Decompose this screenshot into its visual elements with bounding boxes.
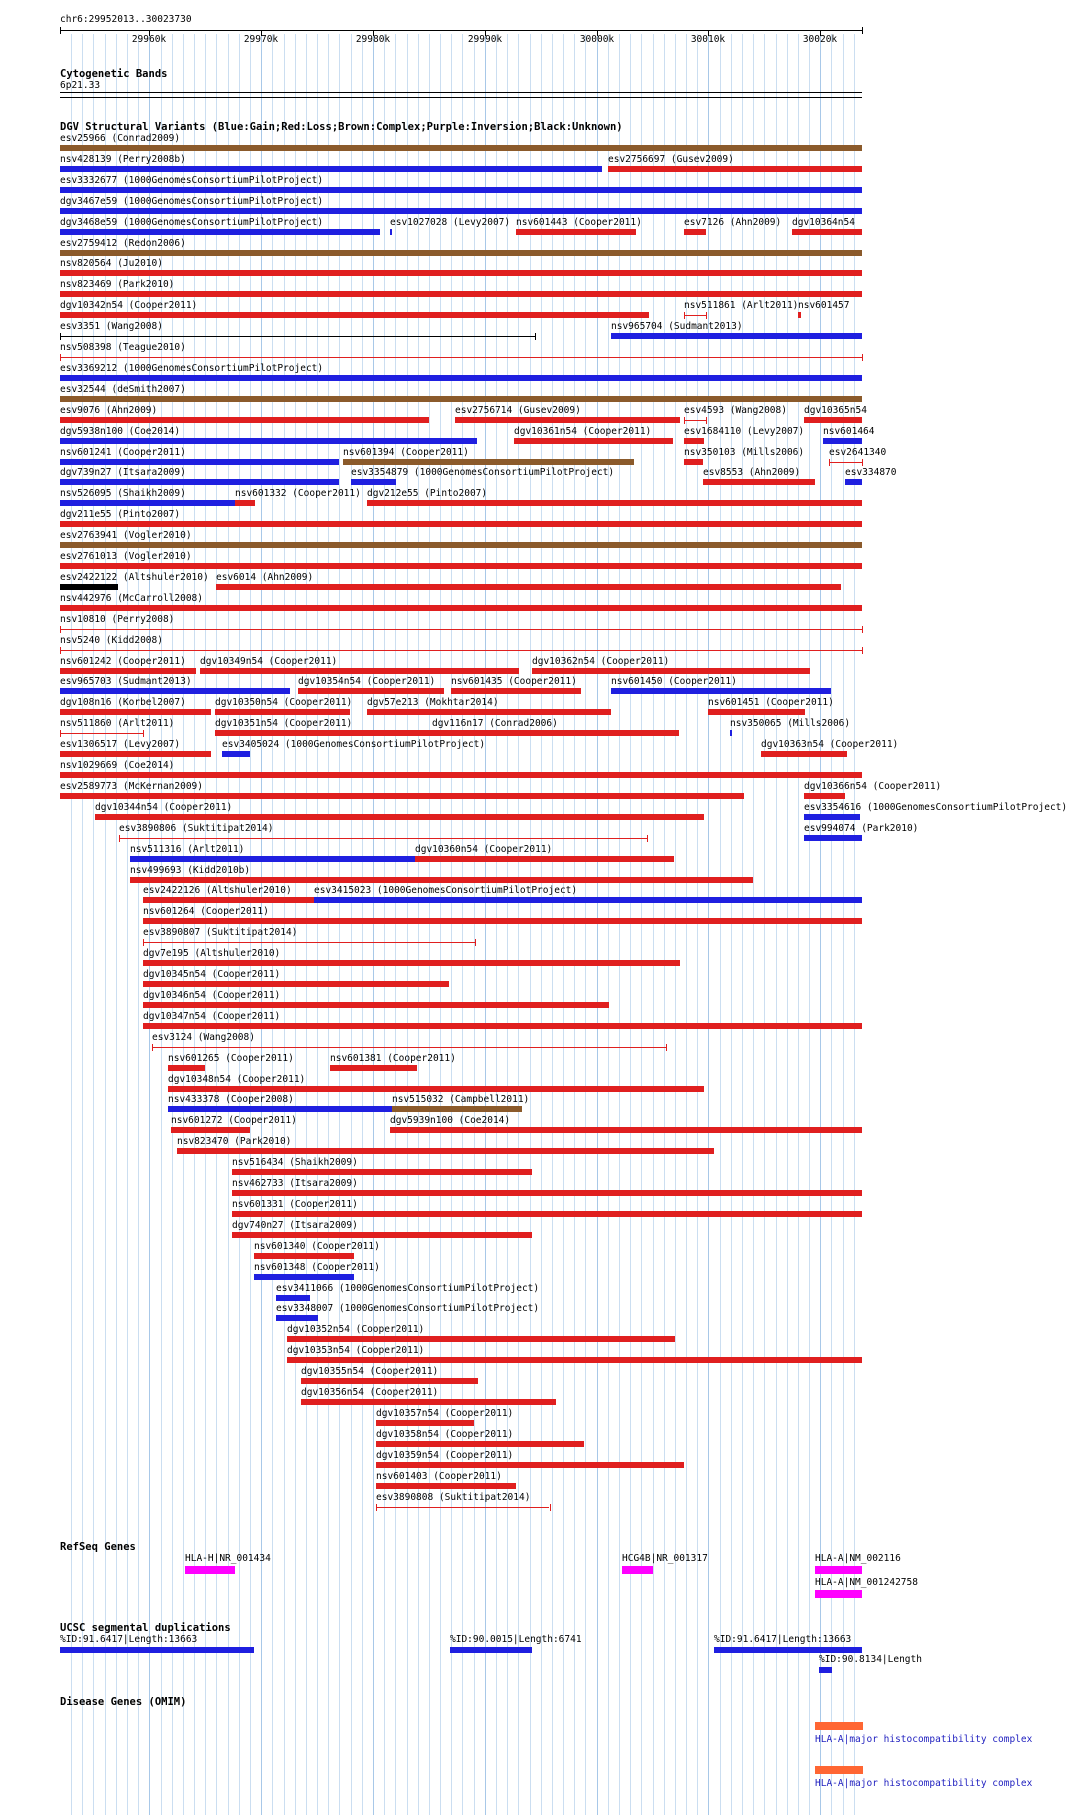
dgv-feature-label[interactable]: esv3354879 (1000GenomesConsortiumPilotProject) bbox=[351, 467, 615, 478]
dgv-feature-label[interactable]: dgv10360n54 (Cooper2011) bbox=[415, 844, 553, 855]
segdup-label[interactable]: %ID:90.0015|Length:6741 bbox=[450, 1634, 582, 1645]
segdup-label[interactable]: %ID:90.8134|Length bbox=[819, 1654, 922, 1665]
dgv-feature-label[interactable]: esv2589773 (McKernan2009) bbox=[60, 781, 203, 792]
dgv-feature-label[interactable]: esv3369212 (1000GenomesConsortiumPilotProject) bbox=[60, 363, 324, 374]
dgv-variant-bar[interactable] bbox=[804, 417, 862, 423]
dgv-variant-bar[interactable] bbox=[60, 479, 339, 485]
dgv-variant-endcap bbox=[143, 939, 144, 946]
omim-track-title: Disease Genes (OMIM) bbox=[60, 1696, 187, 1708]
dgv-variant-bar[interactable] bbox=[684, 229, 706, 235]
dgv-feature-label[interactable]: nsv5240 (Kidd2008) bbox=[60, 635, 163, 646]
dgv-variant-bar[interactable] bbox=[684, 438, 704, 444]
dgv-variant-bar[interactable] bbox=[730, 730, 732, 736]
dgv-variant-endcap bbox=[666, 1044, 667, 1051]
dgv-variant-bar[interactable] bbox=[415, 856, 674, 862]
dgv-variant-bar[interactable] bbox=[392, 1106, 522, 1112]
dgv-variant-bar[interactable] bbox=[684, 315, 706, 316]
dgv-variant-endcap bbox=[60, 626, 61, 633]
dgv-feature-label[interactable]: nsv350065 (Mills2006) bbox=[730, 718, 851, 729]
dgv-variant-endcap bbox=[550, 1504, 551, 1511]
dgv-feature-label[interactable]: nsv442976 (McCarroll2008) bbox=[60, 593, 203, 604]
dgv-feature-label[interactable]: nsv601381 (Cooper2011) bbox=[330, 1053, 456, 1064]
dgv-variant-bar[interactable] bbox=[703, 479, 815, 485]
dgv-feature-label[interactable]: esv3124 (Wang2008) bbox=[152, 1032, 255, 1043]
dgv-variant-bar[interactable] bbox=[254, 1274, 354, 1280]
dgv-variant-bar[interactable] bbox=[130, 856, 415, 862]
dgv-variant-endcap bbox=[60, 354, 61, 361]
dgv-feature-label[interactable]: dgv10350n54 (Cooper2011) bbox=[215, 697, 353, 708]
dgv-variant-bar[interactable] bbox=[376, 1420, 474, 1426]
dgv-feature-label[interactable]: dgv10355n54 (Cooper2011) bbox=[301, 1366, 439, 1377]
dgv-feature-label[interactable]: dgv10359n54 (Cooper2011) bbox=[376, 1450, 514, 1461]
segdup-track-title: UCSC segmental duplications bbox=[60, 1622, 231, 1634]
dgv-feature-label[interactable]: nsv511861 (Arlt2011) bbox=[684, 300, 799, 311]
dgv-variant-endcap bbox=[60, 730, 61, 737]
segdup-bar[interactable] bbox=[450, 1647, 532, 1653]
dgv-feature-label[interactable]: dgv10361n54 (Cooper2011) bbox=[514, 426, 652, 437]
dgv-variant-bar[interactable] bbox=[168, 1086, 704, 1092]
dgv-feature-label[interactable]: nsv511860 (Arlt2011) bbox=[60, 718, 175, 729]
dgv-variant-bar[interactable] bbox=[276, 1315, 318, 1321]
dgv-feature-label[interactable]: nsv350103 (Mills2006) bbox=[684, 447, 805, 458]
ruler-axis bbox=[60, 30, 862, 31]
refseq-track-title: RefSeq Genes bbox=[60, 1541, 136, 1553]
dgv-feature-label[interactable]: nsv601450 (Cooper2011) bbox=[611, 676, 737, 687]
dgv-variant-bar[interactable] bbox=[455, 417, 680, 423]
omim-label[interactable]: HLA-A|major histocompatibility complex bbox=[815, 1778, 1033, 1789]
dgv-variant-bar[interactable] bbox=[276, 1295, 310, 1301]
dgv-feature-label[interactable]: dgv211e55 (Pinto2007) bbox=[60, 509, 181, 520]
dgv-track-title: DGV Structural Variants (Blue:Gain;Red:Loss;Brown:Complex;Purple:Inversion;Black:Unknown) bbox=[60, 121, 623, 133]
dgv-variant-bar[interactable] bbox=[60, 709, 211, 715]
dgv-variant-bar[interactable] bbox=[351, 479, 396, 485]
dgv-variant-bar[interactable] bbox=[171, 1127, 250, 1133]
dgv-variant-bar[interactable] bbox=[130, 877, 753, 883]
omim-gene-glyph[interactable] bbox=[815, 1766, 863, 1774]
dgv-feature-label[interactable]: nsv462733 (Itsara2009) bbox=[232, 1178, 358, 1189]
dgv-variant-endcap bbox=[647, 835, 648, 842]
dgv-feature-label[interactable]: nsv601332 (Cooper2011) bbox=[235, 488, 361, 499]
dgv-variant-bar[interactable] bbox=[60, 563, 862, 569]
dgv-feature-label[interactable]: esv3332677 (1000GenomesConsortiumPilotProject) bbox=[60, 175, 324, 186]
dgv-variant-bar[interactable] bbox=[823, 438, 862, 444]
dgv-variant-endcap bbox=[684, 312, 685, 319]
dgv-feature-label[interactable]: dgv10353n54 (Cooper2011) bbox=[287, 1345, 425, 1356]
dgv-feature-label[interactable]: nsv499693 (Kidd2010b) bbox=[130, 865, 251, 876]
dgv-feature-label[interactable]: nsv965704 (Sudmant2013) bbox=[611, 321, 743, 332]
dgv-variant-bar[interactable] bbox=[60, 270, 862, 276]
dgv-feature-label[interactable]: esv1684110 (Levy2007) bbox=[684, 426, 805, 437]
refseq-gene-glyph[interactable] bbox=[622, 1566, 653, 1574]
dgv-feature-label[interactable]: nsv601435 (Cooper2011) bbox=[451, 676, 577, 687]
dgv-feature-label[interactable]: dgv10365n54 bbox=[804, 405, 867, 416]
dgv-variant-bar[interactable] bbox=[60, 396, 862, 402]
dgv-feature-label[interactable]: esv4593 (Wang2008) bbox=[684, 405, 787, 416]
dgv-variant-bar[interactable] bbox=[451, 688, 581, 694]
dgv-feature-label[interactable]: nsv511316 (Arlt2011) bbox=[130, 844, 245, 855]
dgv-feature-label[interactable]: esv2422126 (Altshuler2010) bbox=[143, 885, 292, 896]
dgv-feature-label[interactable]: esv334870 bbox=[845, 467, 897, 478]
segdup-label[interactable]: %ID:91.6417|Length:13663 bbox=[714, 1634, 852, 1645]
dgv-variant-bar[interactable] bbox=[60, 668, 196, 674]
dgv-variant-bar[interactable] bbox=[60, 793, 744, 799]
dgv-feature-label[interactable]: esv3348007 (1000GenomesConsortiumPilotProject) bbox=[276, 1303, 540, 1314]
dgv-feature-label[interactable]: dgv7e195 (Altshuler2010) bbox=[143, 948, 281, 959]
ruler-tick-label: 30020k bbox=[802, 34, 838, 45]
dgv-variant-bar[interactable] bbox=[60, 357, 862, 358]
omim-label[interactable]: HLA-A|major histocompatibility complex bbox=[815, 1734, 1033, 1745]
dgv-variant-bar[interactable] bbox=[177, 1148, 714, 1154]
dgv-variant-bar[interactable] bbox=[60, 166, 602, 172]
dgv-feature-label[interactable]: nsv601457 bbox=[798, 300, 850, 311]
dgv-variant-bar[interactable] bbox=[60, 650, 862, 651]
segdup-bar[interactable] bbox=[714, 1647, 862, 1653]
dgv-variant-bar[interactable] bbox=[367, 500, 862, 506]
dgv-feature-label[interactable]: dgv116n17 (Conrad2006) bbox=[432, 718, 558, 729]
dgv-variant-bar[interactable] bbox=[60, 688, 290, 694]
dgv-feature-label[interactable]: dgv212e55 (Pinto2007) bbox=[367, 488, 488, 499]
dgv-variant-bar[interactable] bbox=[143, 942, 475, 943]
ruler-label: chr6:29952013..30023730 bbox=[60, 14, 192, 25]
dgv-variant-bar[interactable] bbox=[232, 1232, 532, 1238]
dgv-feature-label[interactable]: nsv601403 (Cooper2011) bbox=[376, 1471, 502, 1482]
dgv-feature-label[interactable]: nsv10810 (Perry2008) bbox=[60, 614, 175, 625]
dgv-variant-endcap bbox=[706, 417, 707, 424]
dgv-variant-endcap bbox=[862, 459, 863, 466]
refseq-gene-glyph[interactable] bbox=[185, 1566, 235, 1574]
dgv-variant-bar[interactable] bbox=[143, 897, 314, 903]
dgv-variant-bar[interactable] bbox=[60, 229, 380, 235]
ruler-tick-label: 30000k bbox=[579, 34, 615, 45]
dgv-feature-label[interactable]: nsv820564 (Ju2010) bbox=[60, 258, 163, 269]
dgv-variant-bar[interactable] bbox=[143, 918, 862, 924]
dgv-variant-bar[interactable] bbox=[376, 1483, 516, 1489]
cytoband-bar-bottom bbox=[60, 97, 862, 98]
dgv-variant-bar[interactable] bbox=[60, 375, 862, 381]
dgv-variant-bar[interactable] bbox=[119, 838, 647, 839]
dgv-feature-label[interactable]: nsv1029669 (Coe2014) bbox=[60, 760, 175, 771]
dgv-feature-label[interactable]: esv3890806 (Suktitipat2014) bbox=[119, 823, 274, 834]
dgv-feature-label[interactable]: dgv10364n54 bbox=[792, 217, 855, 228]
dgv-variant-bar[interactable] bbox=[287, 1336, 675, 1342]
dgv-feature-label[interactable]: dgv10357n54 (Cooper2011) bbox=[376, 1408, 514, 1419]
dgv-variant-bar[interactable] bbox=[143, 1002, 609, 1008]
dgv-feature-label[interactable]: esv3354616 (1000GenomesConsortiumPilotProject) bbox=[804, 802, 1067, 813]
dgv-variant-endcap bbox=[119, 835, 120, 842]
dgv-variant-bar[interactable] bbox=[390, 229, 392, 235]
dgv-variant-bar[interactable] bbox=[60, 336, 535, 337]
dgv-variant-bar[interactable] bbox=[143, 981, 449, 987]
dgv-feature-label[interactable]: dgv3468e59 (1000GenomesConsortiumPilotProject) bbox=[60, 217, 324, 228]
dgv-variant-endcap bbox=[829, 459, 830, 466]
dgv-variant-bar[interactable] bbox=[168, 1065, 205, 1071]
dgv-variant-bar[interactable] bbox=[390, 1127, 862, 1133]
dgv-feature-label[interactable]: esv3890808 (Suktitipat2014) bbox=[376, 1492, 531, 1503]
dgv-feature-label[interactable]: esv3411066 (1000GenomesConsortiumPilotProject) bbox=[276, 1283, 540, 1294]
dgv-variant-bar[interactable] bbox=[792, 229, 862, 235]
dgv-feature-label[interactable]: esv3405024 (1000GenomesConsortiumPilotProject) bbox=[222, 739, 486, 750]
dgv-variant-bar[interactable] bbox=[343, 459, 634, 465]
dgv-feature-label[interactable]: esv8553 (Ahn2009) bbox=[703, 467, 801, 478]
dgv-feature-label[interactable]: dgv10352n54 (Cooper2011) bbox=[287, 1324, 425, 1335]
dgv-variant-bar[interactable] bbox=[168, 1106, 392, 1112]
dgv-variant-bar[interactable] bbox=[376, 1507, 549, 1508]
dgv-variant-bar[interactable] bbox=[376, 1441, 584, 1447]
dgv-variant-endcap bbox=[706, 312, 707, 319]
dgv-variant-bar[interactable] bbox=[60, 291, 862, 297]
dgv-variant-bar[interactable] bbox=[298, 688, 444, 694]
refseq-gene-label[interactable]: HLA-A|NM_001242758 bbox=[815, 1577, 918, 1588]
dgv-variant-bar[interactable] bbox=[532, 668, 810, 674]
dgv-feature-label[interactable]: dgv10366n54 (Cooper2011) bbox=[804, 781, 942, 792]
dgv-feature-label[interactable]: nsv601264 (Cooper2011) bbox=[143, 906, 269, 917]
dgv-feature-label[interactable]: dgv10362n54 (Cooper2011) bbox=[532, 656, 670, 667]
dgv-feature-label[interactable]: nsv515032 (Campbell2011) bbox=[392, 1094, 530, 1105]
dgv-feature-label[interactable]: dgv10346n54 (Cooper2011) bbox=[143, 990, 281, 1001]
dgv-feature-label[interactable]: esv2763941 (Vogler2010) bbox=[60, 530, 192, 541]
refseq-gene-label[interactable]: HLA-A|NM_002116 bbox=[815, 1553, 901, 1564]
dgv-variant-endcap bbox=[862, 647, 863, 654]
dgv-feature-label[interactable]: dgv10345n54 (Cooper2011) bbox=[143, 969, 281, 980]
dgv-variant-bar[interactable] bbox=[761, 751, 847, 757]
dgv-variant-bar[interactable] bbox=[60, 629, 862, 630]
dgv-variant-bar[interactable] bbox=[216, 584, 841, 590]
dgv-feature-label[interactable]: nsv601331 (Cooper2011) bbox=[232, 1199, 358, 1210]
dgv-feature-label[interactable]: nsv601348 (Cooper2011) bbox=[254, 1262, 380, 1273]
dgv-variant-bar[interactable] bbox=[235, 500, 255, 506]
dgv-variant-bar[interactable] bbox=[60, 459, 339, 465]
dgv-feature-label[interactable]: nsv601443 (Cooper2011) bbox=[516, 217, 642, 228]
dgv-feature-label[interactable]: esv2422122 (Altshuler2010) bbox=[60, 572, 209, 583]
dgv-feature-label[interactable]: dgv10348n54 (Cooper2011) bbox=[168, 1074, 306, 1085]
dgv-feature-label[interactable]: dgv10363n54 (Cooper2011) bbox=[761, 739, 899, 750]
omim-gene-glyph[interactable] bbox=[815, 1722, 863, 1730]
dgv-variant-bar[interactable] bbox=[301, 1399, 556, 1405]
dgv-feature-label[interactable]: nsv601242 (Cooper2011) bbox=[60, 656, 186, 667]
dgv-feature-label[interactable]: nsv823470 (Park2010) bbox=[177, 1136, 292, 1147]
dgv-feature-label[interactable]: nsv823469 (Park2010) bbox=[60, 279, 175, 290]
dgv-variant-bar[interactable] bbox=[152, 1047, 666, 1048]
dgv-variant-endcap bbox=[535, 333, 536, 340]
dgv-variant-bar[interactable] bbox=[514, 438, 673, 444]
dgv-variant-bar[interactable] bbox=[60, 438, 477, 444]
dgv-variant-bar[interactable] bbox=[376, 1462, 684, 1468]
dgv-feature-label[interactable]: esv9076 (Ahn2009) bbox=[60, 405, 158, 416]
dgv-feature-label[interactable]: nsv428139 (Perry2008b) bbox=[60, 154, 186, 165]
dgv-feature-label[interactable]: dgv3467e59 (1000GenomesConsortiumPilotProject) bbox=[60, 196, 324, 207]
dgv-variant-bar[interactable] bbox=[232, 1190, 862, 1196]
dgv-variant-bar[interactable] bbox=[708, 709, 805, 715]
dgv-feature-label[interactable]: dgv10354n54 (Cooper2011) bbox=[298, 676, 436, 687]
dgv-feature-label[interactable]: esv2759412 (Redon2006) bbox=[60, 238, 186, 249]
ruler-start-marker bbox=[60, 27, 61, 34]
dgv-variant-bar[interactable] bbox=[60, 145, 862, 151]
dgv-feature-label[interactable]: esv1027028 (Levy2007) bbox=[390, 217, 511, 228]
dgv-variant-bar[interactable] bbox=[804, 793, 845, 799]
dgv-variant-endcap bbox=[862, 354, 863, 361]
dgv-variant-bar[interactable] bbox=[611, 688, 831, 694]
cytoband-label: 6p21.33 bbox=[60, 80, 101, 91]
dgv-feature-label[interactable]: nsv601464 bbox=[823, 426, 875, 437]
dgv-feature-label[interactable]: dgv10351n54 (Cooper2011) bbox=[215, 718, 353, 729]
dgv-variant-bar[interactable] bbox=[287, 1357, 862, 1363]
dgv-variant-bar[interactable] bbox=[60, 733, 143, 734]
dgv-variant-bar[interactable] bbox=[60, 208, 862, 214]
dgv-variant-bar[interactable] bbox=[222, 751, 250, 757]
dgv-feature-label[interactable]: dgv740n27 (Itsara2009) bbox=[232, 1220, 358, 1231]
dgv-feature-label[interactable]: esv3415023 (1000GenomesConsortiumPilotProject) bbox=[314, 885, 578, 896]
dgv-variant-bar[interactable] bbox=[60, 584, 118, 590]
dgv-feature-label[interactable]: esv2641340 bbox=[829, 447, 887, 458]
dgv-variant-endcap bbox=[60, 647, 61, 654]
ruler-tick-label: 29970k bbox=[243, 34, 279, 45]
dgv-variant-endcap bbox=[475, 939, 476, 946]
dgv-variant-endcap bbox=[143, 730, 144, 737]
dgv-feature-label[interactable]: dgv10347n54 (Cooper2011) bbox=[143, 1011, 281, 1022]
dgv-feature-label[interactable]: esv32544 (deSmith2007) bbox=[60, 384, 186, 395]
dgv-feature-label[interactable]: esv25966 (Conrad2009) bbox=[60, 133, 181, 144]
dgv-variant-bar[interactable] bbox=[215, 709, 350, 715]
dgv-feature-label[interactable]: nsv601272 (Cooper2011) bbox=[171, 1115, 297, 1126]
dgv-variant-bar[interactable] bbox=[60, 751, 211, 757]
dgv-feature-label[interactable]: nsv516434 (Shaikh2009) bbox=[232, 1157, 358, 1168]
dgv-variant-bar[interactable] bbox=[95, 814, 704, 820]
dgv-variant-bar[interactable] bbox=[143, 1023, 862, 1029]
dgv-variant-bar[interactable] bbox=[232, 1169, 532, 1175]
dgv-feature-label[interactable]: dgv10349n54 (Cooper2011) bbox=[200, 656, 338, 667]
dgv-feature-label[interactable]: esv965703 (Sudmant2013) bbox=[60, 676, 192, 687]
refseq-gene-label[interactable]: HCG4B|NR_001317 bbox=[622, 1553, 708, 1564]
dgv-feature-label[interactable]: nsv601265 (Cooper2011) bbox=[168, 1053, 294, 1064]
dgv-variant-bar[interactable] bbox=[301, 1378, 478, 1384]
dgv-variant-bar[interactable] bbox=[330, 1065, 417, 1071]
dgv-feature-label[interactable]: esv3890807 (Suktitipat2014) bbox=[143, 927, 298, 938]
dgv-feature-label[interactable]: dgv10358n54 (Cooper2011) bbox=[376, 1429, 514, 1440]
dgv-feature-label[interactable]: dgv10344n54 (Cooper2011) bbox=[95, 802, 233, 813]
dgv-variant-bar[interactable] bbox=[60, 772, 862, 778]
dgv-variant-endcap bbox=[684, 417, 685, 424]
dgv-feature-label[interactable]: nsv508398 (Teague2010) bbox=[60, 342, 186, 353]
dgv-feature-label[interactable]: dgv57e213 (Mokhtar2014) bbox=[367, 697, 499, 708]
dgv-variant-endcap bbox=[376, 1504, 377, 1511]
dgv-variant-bar[interactable] bbox=[254, 1253, 354, 1259]
cytoband-track-title: Cytogenetic Bands bbox=[60, 68, 168, 80]
dgv-variant-bar[interactable] bbox=[684, 420, 706, 421]
dgv-variant-bar[interactable] bbox=[60, 417, 429, 423]
dgv-feature-label[interactable]: nsv601394 (Cooper2011) bbox=[343, 447, 469, 458]
dgv-variant-bar[interactable] bbox=[215, 730, 432, 736]
dgv-variant-endcap bbox=[60, 333, 61, 340]
segdup-bar[interactable] bbox=[819, 1667, 832, 1673]
dgv-variant-bar[interactable] bbox=[608, 166, 862, 172]
dgv-feature-label[interactable]: nsv526095 (Shaikh2009) bbox=[60, 488, 186, 499]
dgv-feature-label[interactable]: esv2761013 (Vogler2010) bbox=[60, 551, 192, 562]
dgv-variant-bar[interactable] bbox=[60, 605, 862, 611]
dgv-feature-label[interactable]: esv6014 (Ahn2009) bbox=[216, 572, 314, 583]
dgv-feature-label[interactable]: esv1306517 (Levy2007) bbox=[60, 739, 181, 750]
refseq-gene-glyph[interactable] bbox=[815, 1566, 862, 1574]
refseq-gene-glyph[interactable] bbox=[815, 1590, 862, 1598]
refseq-gene-label[interactable]: HLA-H|NR_001434 bbox=[185, 1553, 271, 1564]
dgv-feature-label[interactable]: dgv5938n100 (Coe2014) bbox=[60, 426, 181, 437]
dgv-variant-bar[interactable] bbox=[684, 459, 703, 465]
dgv-feature-label[interactable]: esv994074 (Park2010) bbox=[804, 823, 919, 834]
cytoband-bar-top bbox=[60, 92, 862, 93]
dgv-feature-label[interactable]: nsv601241 (Cooper2011) bbox=[60, 447, 186, 458]
dgv-variant-bar[interactable] bbox=[367, 709, 611, 715]
dgv-variant-bar[interactable] bbox=[829, 462, 862, 463]
dgv-variant-bar[interactable] bbox=[60, 521, 862, 527]
dgv-variant-bar[interactable] bbox=[60, 187, 862, 193]
dgv-variant-bar[interactable] bbox=[314, 897, 862, 903]
dgv-variant-bar[interactable] bbox=[804, 814, 860, 820]
dgv-variant-bar[interactable] bbox=[143, 960, 680, 966]
dgv-feature-label[interactable]: dgv739n27 (Itsara2009) bbox=[60, 467, 186, 478]
ruler-tick-label: 29990k bbox=[467, 34, 503, 45]
dgv-feature-label[interactable]: dgv10342n54 (Cooper2011) bbox=[60, 300, 198, 311]
dgv-variant-bar[interactable] bbox=[845, 479, 862, 485]
dgv-variant-bar[interactable] bbox=[60, 500, 235, 506]
dgv-feature-label[interactable]: dgv10356n54 (Cooper2011) bbox=[301, 1387, 439, 1398]
dgv-variant-endcap bbox=[152, 1044, 153, 1051]
dgv-variant-bar[interactable] bbox=[60, 312, 649, 318]
dgv-variant-bar[interactable] bbox=[798, 312, 801, 318]
ruler-tick-label: 30010k bbox=[690, 34, 726, 45]
ruler-tick-label: 29980k bbox=[355, 34, 391, 45]
dgv-feature-label[interactable]: dgv108n16 (Korbel2007) bbox=[60, 697, 186, 708]
dgv-variant-bar[interactable] bbox=[60, 250, 862, 256]
dgv-variant-bar[interactable] bbox=[200, 668, 519, 674]
dgv-feature-label[interactable]: esv7126 (Ahn2009) bbox=[684, 217, 782, 228]
dgv-feature-label[interactable]: esv3351 (Wang2008) bbox=[60, 321, 163, 332]
dgv-variant-bar[interactable] bbox=[432, 730, 679, 736]
dgv-variant-endcap bbox=[862, 626, 863, 633]
ruler-end-marker bbox=[862, 27, 863, 34]
segdup-label[interactable]: %ID:91.6417|Length:13663 bbox=[60, 1634, 198, 1645]
dgv-feature-label[interactable]: esv2756697 (Gusev2009) bbox=[608, 154, 734, 165]
dgv-feature-label[interactable]: nsv601340 (Cooper2011) bbox=[254, 1241, 380, 1252]
dgv-variant-bar[interactable] bbox=[60, 542, 862, 548]
dgv-variant-bar[interactable] bbox=[804, 835, 862, 841]
dgv-variant-bar[interactable] bbox=[516, 229, 636, 235]
segdup-bar[interactable] bbox=[60, 1647, 254, 1653]
dgv-variant-bar[interactable] bbox=[232, 1211, 862, 1217]
dgv-feature-label[interactable]: nsv433378 (Cooper2008) bbox=[168, 1094, 294, 1105]
dgv-feature-label[interactable]: nsv601451 (Cooper2011) bbox=[708, 697, 834, 708]
dgv-feature-label[interactable]: esv2756714 (Gusev2009) bbox=[455, 405, 581, 416]
dgv-variant-bar[interactable] bbox=[611, 333, 862, 339]
dgv-feature-label[interactable]: dgv5939n100 (Coe2014) bbox=[390, 1115, 511, 1126]
ruler-tick-label: 29960k bbox=[131, 34, 167, 45]
